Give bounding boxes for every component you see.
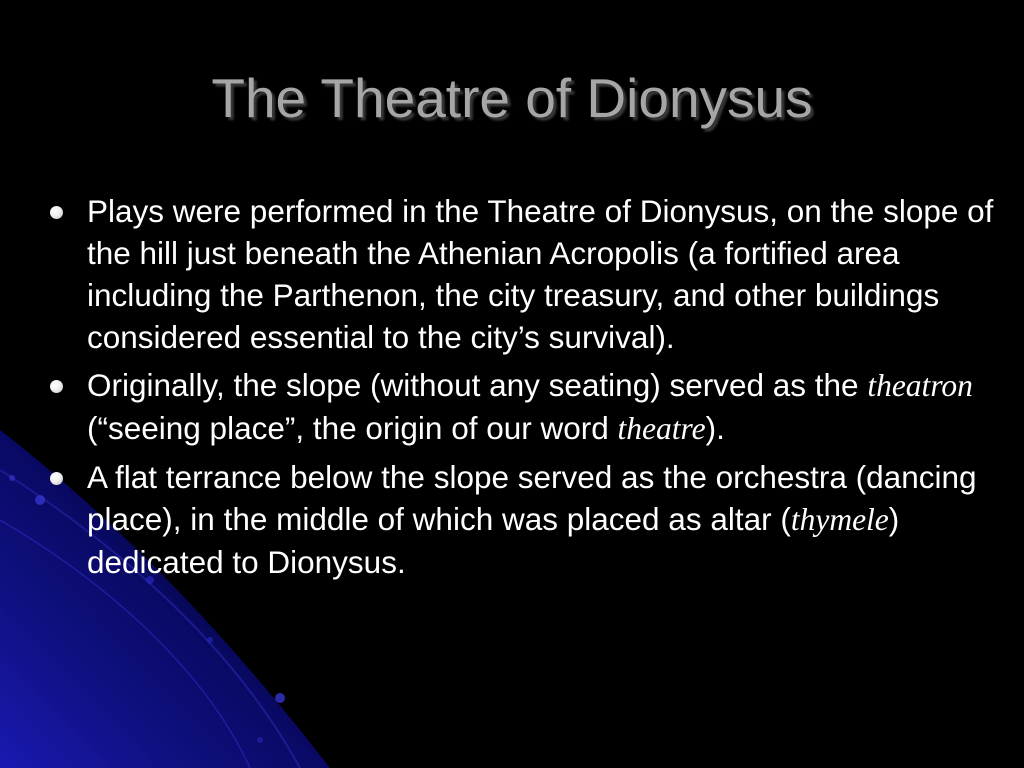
bullet-dot-icon [50,380,63,393]
bullet-2-text-part-1: Originally, the slope (without any seating) served as the [87,367,868,403]
bullet-list [44,190,1019,589]
bullet-2-text-part-2: (“seeing place”, the origin of our word [87,410,618,446]
bullet-3-term-thymele: thymele [790,502,889,537]
bullet-item-2 [44,364,1019,450]
bullet-dot-icon [50,206,63,219]
bullet-dot-icon [50,472,63,485]
slide-title: The Theatre of Dionysus [211,67,813,129]
bullet-2-term-theatre: theatre [617,411,706,446]
bullet-item-3 [44,456,1019,583]
bullet-3-text-part-1: A flat terrance below the slope served as the orchestra (dancing place), in the middle of which was placed as altar ( [87,459,977,537]
bullet-item-1 [44,190,1019,358]
bullet-1-text: Plays were performed in the Theatre of Dionysus, on the slope of the hill just beneath the Athenian Acropolis (a fortified area including the Parthenon, the city treasury, and other buildings considered essential to the city’s survival). [87,193,994,355]
bullet-3-text-part-2: ) dedicated to Dionysus. [87,501,900,580]
bullet-2-term-theatron: theatron [867,368,973,403]
bullet-2-text-part-3: ). [705,410,725,446]
